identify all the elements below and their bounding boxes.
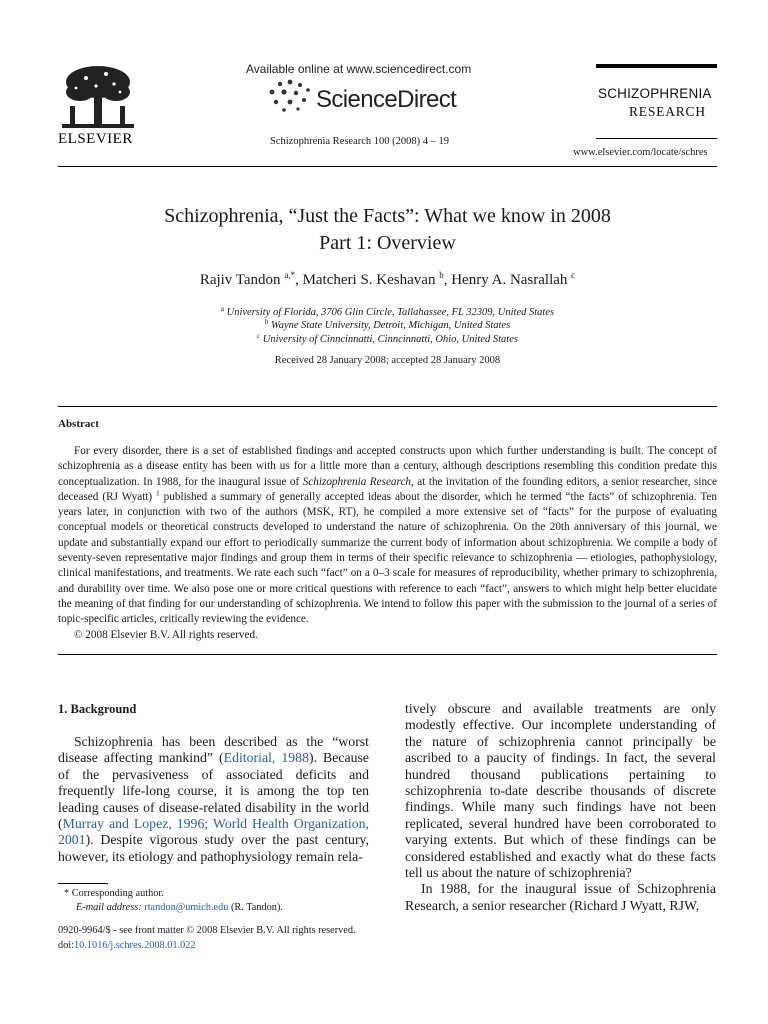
copyright-notice: © 2008 Elsevier B.V. All rights reserved. [74,628,258,641]
author-affiliation-mark[interactable]: a,* [284,270,296,280]
affiliation-text: Wayne State University, Detroit, Michigan, United States [270,320,511,331]
doi-link[interactable]: 10.1016/j.schres.2008.01.022 [74,940,196,951]
journal-url-link[interactable]: www.elsevier.com/locate/schres [573,147,708,158]
journal-brand-line2: RESEARCH [629,104,706,119]
author-affiliation-mark[interactable]: c [571,270,576,280]
article-title-line2: Part 1: Overview [319,232,456,254]
abstract-body [58,444,717,643]
affiliation-text: University of Florida, 3706 Glin Circle, Tallahassee, FL 32309, United States [226,307,555,318]
affiliation-a [58,305,717,318]
doi-label: doi: [58,940,75,951]
brand-rule-bottom [596,138,717,139]
body-paragraph: In 1988, for the inaugural issue of Schizophrenia Research, a senior researcher (Richard J Wyatt, RJW, [405,881,716,913]
brand-rule-top [596,64,717,68]
body-text: Schizophrenia has been described as the “worst disease affecting mankind” ( [58,734,369,766]
publisher-name: ELSEVIER [58,131,133,147]
sciencedirect-logo-text: ScienceDirect [316,86,457,113]
citation-link[interactable]: Editorial, 1988 [223,750,309,766]
sciencedirect-dots-icon [266,78,314,114]
abstract-text: For every disorder, there is a set of established findings and accepted constructs upon which further understanding is built. The concept of schizophrenia as a disease entity has been with us for a little more than a century, although descriptions resembling this condition predate this conceptualization. In 1988, for the inaugural issue of [58,445,717,488]
body-text: ). Because of the pervasiveness of associated deficits and frequently life-long course, it is among the top ten leading causes of disease-related disability in the world ( [58,750,369,832]
author-name: Matcheri S. Keshavan [302,272,436,288]
email-label: E-mail address: [76,902,142,913]
affiliation-mark: b [264,318,269,326]
article-dates: Received 28 January 2008; accepted 28 January 2008 [274,355,501,366]
journal-brand-line1: SCHIZOPHRENIA [598,86,712,101]
article-title-line1: Schizophrenia, “Just the Facts”: What we know in 2008 [164,205,611,227]
abstract-heading: Abstract [58,418,99,430]
journal-citation: Schizophrenia Research 100 (2008) 4 – 19 [270,136,450,147]
abstract-rule-bottom [58,654,717,655]
author-list: Rajiv Tandon $^{a,*}$, Matcheri S. Keshavan $^b$, Henry A. Nasrallah $^c$ [199,270,576,288]
body-paragraph: tively obscure and available treatments are only modestly effective. Our incomplete understanding of the nature of schizophrenia cannot principally be ascribed to a paucity of findings. In fact, the several hundred thousand publications pertaining to schizophrenia to-date describe thousands of discrete findings. While many such findings have not been replicated, several hundred have been corroborated to varying extents. But which of these findings can be considered established and exactly what do these facts tell us about the nature of schizophrenia? [405,701,716,881]
footnote-rule [58,883,108,884]
author-affiliation-mark[interactable]: b [439,270,444,280]
journal-name-italic: Schizophrenia Research [302,475,412,488]
issn-line: 0920-9964/$ - see front matter © 2008 Elsevier B.V. All rights reserved. [58,925,356,936]
section-heading: 1. Background [58,702,137,716]
available-online-text: Available online at www.sciencedirect.com [246,62,472,76]
doi-line [58,940,196,951]
header-divider [58,166,717,167]
author-name: Rajiv Tandon [199,272,281,288]
affiliation-text: University of Cinncinnatti, Cinncinnatti, Ohio, United States [262,334,518,345]
author-name: Henry A. Nasrallah [451,272,568,288]
email-suffix: (R. Tandon). [228,902,283,913]
left-column [58,734,369,865]
affiliation-c [58,332,717,345]
citation-link[interactable]: Murray and Lopez, 1996; World Health Organization, 2001 [58,816,369,848]
affiliation-mark: a [220,305,225,313]
corresponding-author-note: * Corresponding author. [64,888,164,899]
email-footnote [76,902,283,913]
footnote-ref[interactable]: 1 [156,489,160,498]
affiliation-b [58,318,717,331]
abstract-rule-top [58,406,717,407]
abstract-text: , at the invitation of the founding editors, a senior researcher, since deceased (RJ Wyatt) [58,475,717,503]
affiliation-mark: c [257,332,261,340]
body-text: ). Despite vigorous study over the past century, however, its etiology and pathophysiology remain rela- [58,832,369,864]
email-link[interactable]: rtandon@umich.edu [144,902,229,913]
abstract-text: published a summary of generally accepted ideas about the disorder, which he termed “the facts” of schizophrenia. Ten years later, in conjunction with two of the authors (MSK, RT), he compiled a more extensive set of “facts” for the purpose of evaluating conceptual models or theoretical constructs developed to understand the nature of schizophrenia. On the 20th anniversary of this journal, we update and substantially expand our effort to periodically summarize the current body of information about schizophrenia. We compile a body of seventy-seven representative major findings and group them in terms of their specific relevance to schizophrenia — etiologies, pathophysiology, clinical manifestations, and treatments. We rate each such “fact” on a 0–3 scale for measures of reproducibility, whether primary to schizophrenia, and durability over time. We also pose one or more critical questions with reference to each “fact”, answers to which might help better elucidate the meaning of that finding for our understanding of schizophrenia. We intend to follow this paper with the submission to the journal of a series of topic-specific articles, critically reviewing the evidence. [58,490,717,626]
right-column [405,701,716,914]
